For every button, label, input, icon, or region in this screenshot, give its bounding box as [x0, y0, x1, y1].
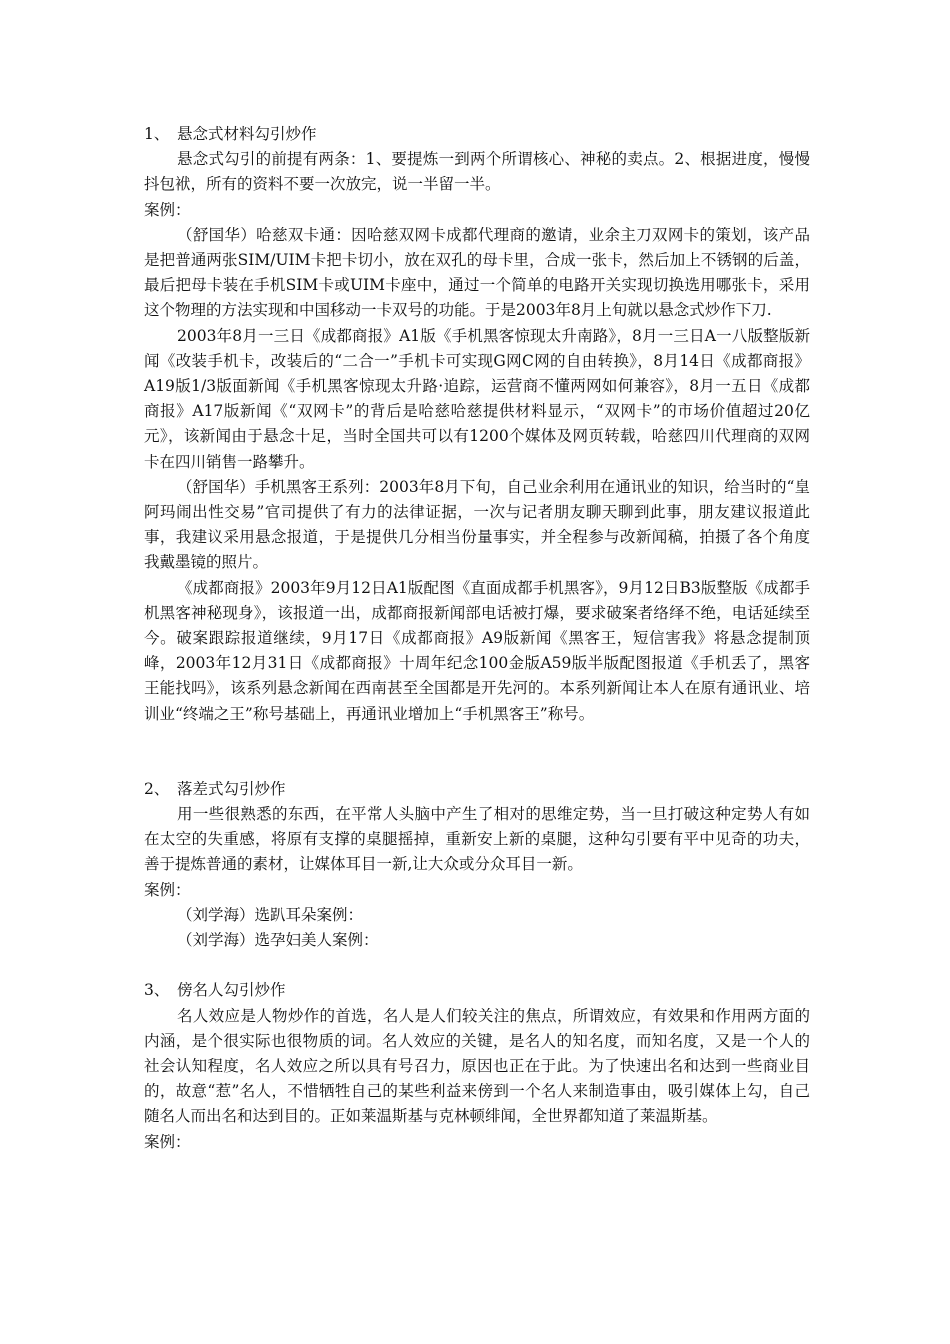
section-number: 2、	[144, 779, 170, 798]
section-heading	[144, 978, 810, 1003]
case-paragraph: 2003年8月一三日《成都商报》A1版《手机黑客惊现太升南路》，8月一三日A一八版整版新闻《改装手机卡，改装后的“二合一”手机卡可实现G网C网的自由转换》，8月14日《成都商报》A19版1/3版面新闻《手机黑客惊现太升路·追踪，运营商不懂两网如何兼容》，8月一五日《成都商报》A17版新闻《“双网卡”的背后是哈慈哈慈提供材料显示，“双网卡”的市场价值超过20亿元》，该新闻由于悬念十足，当时全国共可以有1200个媒体及网页转载，哈慈四川代理商的双网卡在四川销售一路攀升。	[144, 326, 810, 471]
document-page	[144, 122, 810, 1155]
section-number: 3、	[144, 981, 170, 1000]
case-label: 案例：	[144, 1132, 191, 1151]
section-spacer	[144, 727, 810, 777]
case-paragraph: （舒国华）哈慈双卡通：因哈慈双网卡成都代理商的邀请，业余主刀双网卡的策划，该产品是把普通两张SIM/UIM卡把卡切小，放在双孔的母卡里，合成一张卡，然后加上不锈钢的后盖，最后把母卡装在手机SIM卡或UIM卡座中，通过一个简单的电路开关实现切换选用哪张卡，采用这个物理的方法实现和中国移动一卡双号的功能。于是2003年8月上旬就以悬念式炒作下刀.	[144, 225, 810, 320]
section-title: 悬念式材料勾引炒作	[177, 125, 317, 143]
section-2	[144, 777, 810, 953]
case-paragraph: 《成都商报》2003年9月12日A1版配图《直面成都手机黑客》，9月12日B3版整版《成都手机黑客神秘现身》，该报道一出，成都商报新闻部电话被打爆，要求破案者络绎不绝，电话延续至今。破案跟踪报道继续，9月17日《成都商报》A9版新闻《黑客王，短信害我》将悬念提制顶峰，2003年12月31日《成都商报》十周年纪念100金版A59版半版配图报道《手机丢了，黑客王能找吗》，该系列悬念新闻在西南甚至全国都是开先河的。本系列新闻让本人在原有通讯业、培训业“终端之王”称号基础上，再通讯业增加上“手机黑客王”称号。	[144, 578, 810, 723]
case-item: （刘学海）选孕妇美人案例：	[177, 931, 379, 950]
section-title: 傍名人勾引炒作	[177, 981, 286, 1000]
section-heading	[144, 777, 810, 802]
section-heading	[144, 122, 810, 147]
section-number: 1、	[144, 125, 170, 143]
section-title: 落差式勾引炒作	[177, 779, 286, 798]
case-paragraph: （舒国华）手机黑客王系列：2003年8月下旬，自己业余利用在通讯业的知识，给当时的“皇阿玛闹出性交易”官司提供了有力的法律证据，一次与记者朋友聊天聊到此事，朋友建议报道此事，我建议采用悬念报道，于是提供几分相当份量事实，并全程参与改新闻稿，拍摄了各个角度我戴墨镜的照片。	[144, 477, 810, 572]
section-spacer	[144, 953, 810, 978]
section-intro: 悬念式勾引的前提有两条：1、要提炼一到两个所谓核心、神秘的卖点。2、根据进度，慢慢抖包袱，所有的资料不要一次放完，说一半留一半。	[144, 150, 810, 194]
section-intro: 名人效应是人物炒作的首选，名人是人们较关注的焦点，所谓效应，有效果和作用两方面的内涵，是个很实际也很物质的词。名人效应的关键，是名人的知名度，而知名度，又是一个人的社会认知程度，名人效应之所以具有号召力，原因也正在于此。为了快速出名和达到一些商业目的，故意“惹”名人，不惜牺牲自己的某些利益来傍到一个名人来制造事由，吸引媒体上勾，自己随名人而出名和达到目的。正如莱温斯基与克林顿绯闻，全世界都知道了莱温斯基。	[144, 1006, 810, 1126]
section-1	[144, 122, 810, 727]
case-item: （刘学海）选趴耳朵案例：	[177, 905, 364, 924]
section-intro: 用一些很熟悉的东西，在平常人头脑中产生了相对的思维定势，当一旦打破这种定势人有如在太空的失重感，将原有支撑的桌腿摇掉，重新安上新的桌腿，这种勾引要有平中见奇的功夫，善于提炼普通的素材，让媒体耳目一新,让大众或分众耳目一新。	[144, 805, 810, 874]
case-label: 案例：	[144, 880, 191, 899]
section-3	[144, 978, 810, 1154]
case-label: 案例：	[144, 200, 191, 219]
